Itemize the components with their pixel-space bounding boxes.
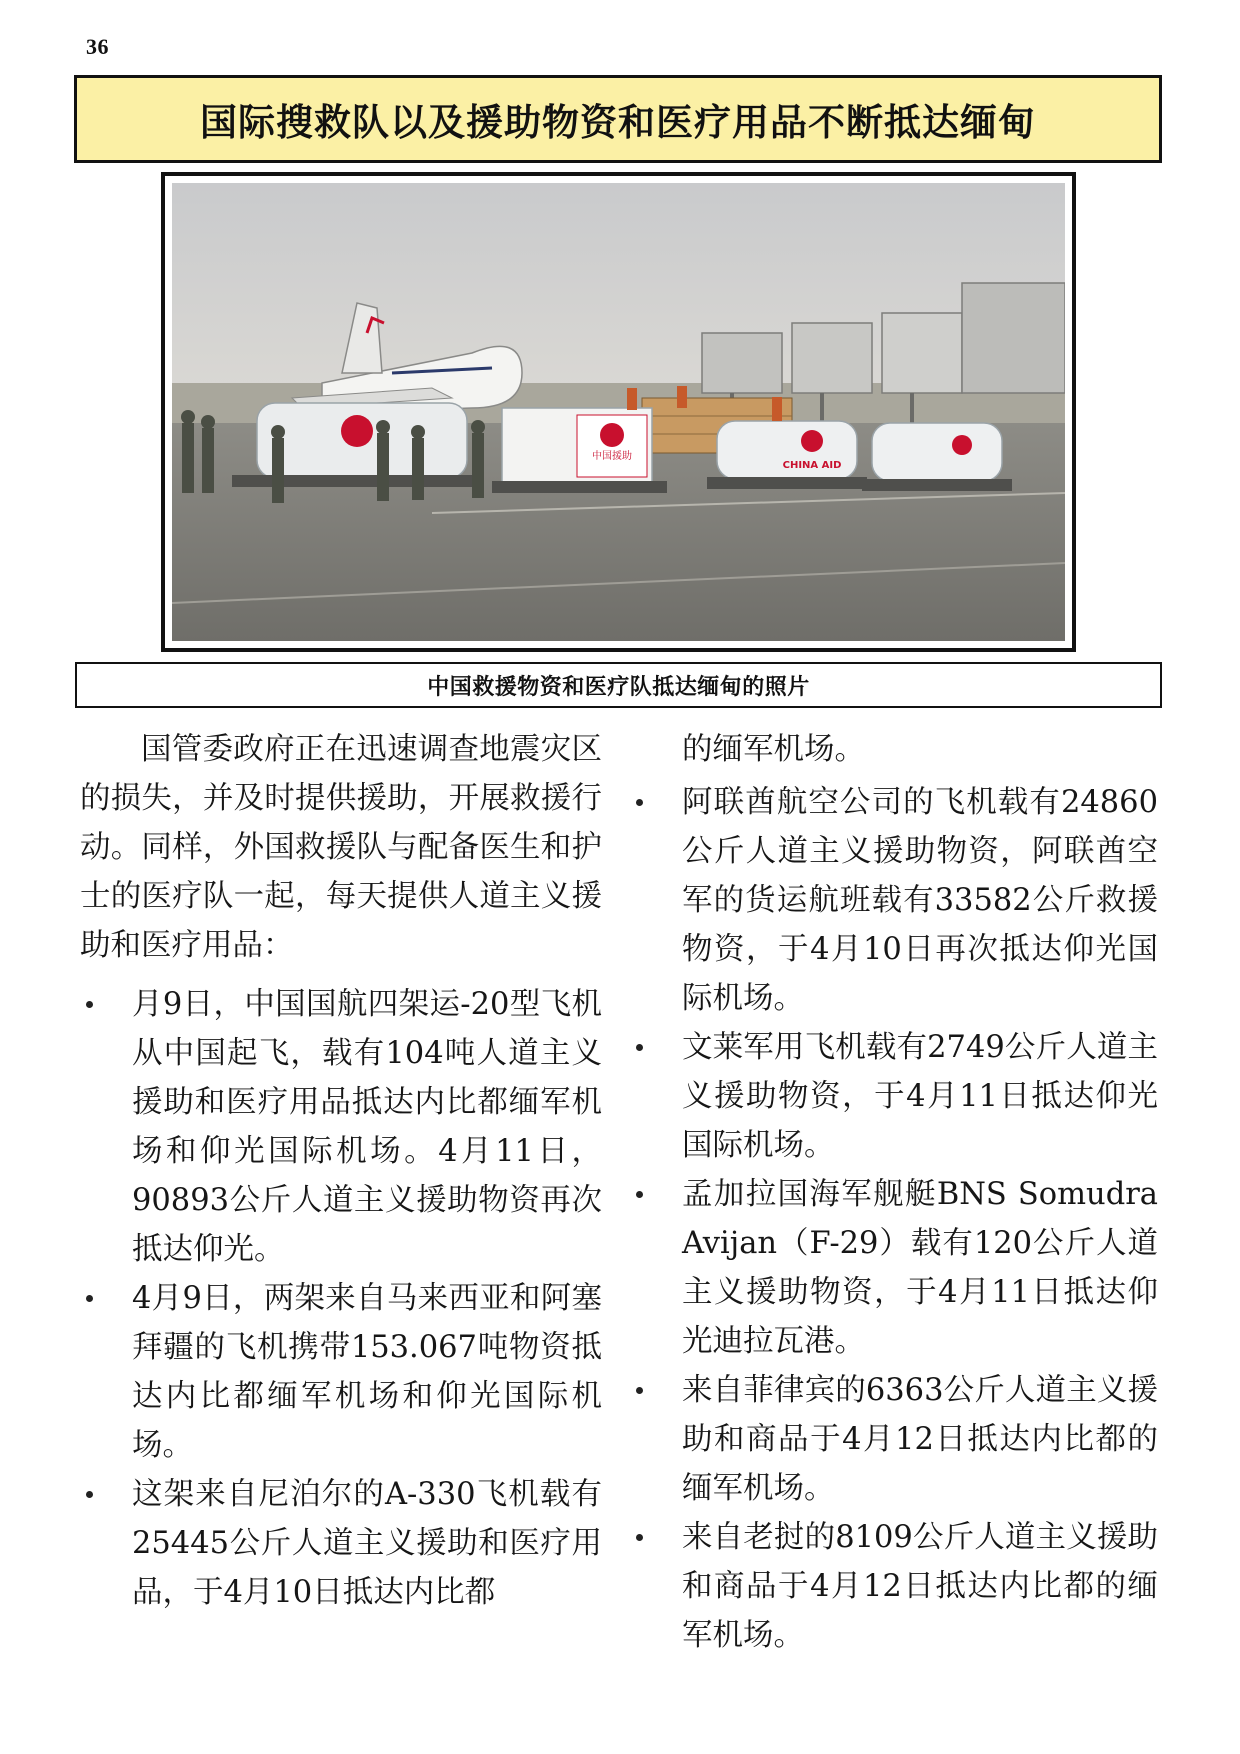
list-item: [630, 1513, 1158, 1660]
aid-pallet-label-en: CHINA AID: [782, 460, 842, 471]
continuation-text: 的缅军机场。: [682, 732, 865, 767]
aid-pallet: [862, 423, 1012, 491]
aid-list-right: [630, 778, 1158, 1660]
aid-pallet: [232, 403, 472, 487]
aid-box-label-cn: 中国援助: [592, 451, 632, 462]
bullet-icon: [86, 1491, 93, 1498]
photo-caption: [75, 662, 1162, 708]
list-item-text: 阿联酋航空公司的飞机载有24860公斤人道主义援助物资，阿联酋空军的货运航班载有33582公斤救援物资，于4月10日再次抵达仰光国际机场。: [682, 785, 1158, 1016]
bullet-icon: [636, 1191, 643, 1198]
title-banner: [74, 75, 1162, 163]
page-number: 36: [86, 34, 109, 59]
list-item-text: 孟加拉国海军舰艇BNS Somudra Avijan（F-29）载有120公斤人道主义援助物资，于4月11日抵达仰光迪拉瓦港。: [682, 1177, 1158, 1359]
aid-box: [492, 408, 667, 493]
list-item-text: 来自菲律宾的6363公斤人道主义援助和商品于4月12日抵达内比都的缅军机场。: [682, 1373, 1158, 1506]
caption-text: 中国救援物资和医疗队抵达缅甸的照片: [427, 674, 810, 700]
right-column: [630, 725, 1158, 1660]
aid-pallet: [707, 421, 867, 489]
bullet-icon: [86, 1001, 93, 1008]
photo-frame: [161, 172, 1076, 652]
bullet-icon: [86, 1295, 93, 1302]
left-column: [80, 725, 602, 1617]
list-item-text: 来自老挝的8109公斤人道主义援助和商品于4月12日抵达内比都的缅军机场。: [682, 1520, 1158, 1653]
bullet-icon: [636, 799, 643, 806]
list-item: [80, 980, 602, 1274]
bullet-icon: [636, 1387, 643, 1394]
list-item: [630, 1023, 1158, 1170]
airport-aid-photo: [172, 183, 1065, 641]
list-item-text: 4月9日，两架来自马来西亚和阿塞拜疆的飞机携带153.067吨物资抵达内比都缅军机场和仰光国际机场。: [132, 1281, 602, 1463]
list-item: [80, 1274, 602, 1470]
bullet-icon: [636, 1044, 643, 1051]
aid-list-left: [80, 980, 602, 1617]
list-item: [630, 1366, 1158, 1513]
list-item: [630, 1170, 1158, 1366]
bullet-icon: [636, 1534, 643, 1541]
list-item-text: 这架来自尼泊尔的A-330飞机载有25445公斤人道主义援助和医疗用品，于4月10日抵达内比都: [132, 1477, 602, 1610]
list-item-text: 月9日，中国国航四架运-20型飞机从中国起飞，载有104吨人道主义援助和医疗用品抵达内比都缅军机场和仰光国际机场。4月11日，90893公斤人道主义援助物资再次抵达仰光。: [132, 987, 602, 1267]
list-item: [80, 1470, 602, 1617]
intro-paragraph: 国管委政府正在迅速调查地震灾区的损失，并及时提供援助，开展救援行动。同样，外国救援队与配备医生和护士的医疗队一起，每天提供人道主义援助和医疗用品：: [80, 732, 602, 963]
list-item-text: 文莱军用飞机载有2749公斤人道主义援助物资，于4月11日抵达仰光国际机场。: [682, 1030, 1158, 1163]
page-title: 国际搜救队以及援助物资和医疗用品不断抵达缅甸: [200, 101, 1036, 144]
list-item: [630, 778, 1158, 1023]
